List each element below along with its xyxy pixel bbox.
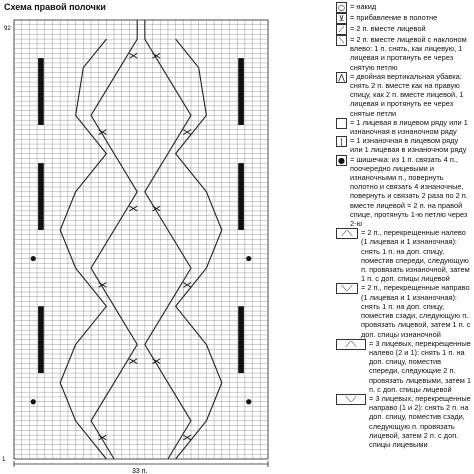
legend-item xyxy=(336,228,472,283)
legend-text: = двойная вертикальная убавка: снять 2 п. вместе как на правую спицу, как 2 п. вместе лицевой, 1 лицевая и протянуть ее через снятые петли xyxy=(350,71,464,118)
legend-text: = накид xyxy=(350,2,377,11)
stitch-count-label: 33 п. xyxy=(132,468,148,474)
purl-symbol: | xyxy=(336,136,347,147)
ssk-symbol: ⟍ xyxy=(336,35,347,46)
legend-text: = шишечка: из 1 п. связать 4 п., поочередно лицевыми и изнаночными п., повернуть полотно и связать 4 изнаночные, повернуть и связать 2 раза по 2 п. вместе лицевой = 2 п. на правой спице, протянуть 1-ю петлю через 2-ю xyxy=(350,154,468,229)
legend-text: = 2 п., перекрещенные направо (1 лицевая и 1 изнаночная): снять 1 п. на доп. спицу, поместив сзади, следующую п. провязать лицевой, затем 1 п. с доп. спицы изнаночной xyxy=(361,283,471,339)
purl-column xyxy=(38,163,44,230)
purl-column xyxy=(38,58,44,125)
chart-title: Схема правой полочки xyxy=(4,2,106,12)
purl-column xyxy=(238,163,244,230)
cable-left-2-1-symbol: ⟋⟍ xyxy=(336,339,366,350)
legend-item xyxy=(336,394,472,449)
legend-item xyxy=(336,72,472,118)
purl-column xyxy=(238,58,244,125)
legend-text: = 1 изнаночная в лицевом ряду или 1 лицевая в изнаночном ряду xyxy=(350,136,467,155)
cross-left-symbol: ⟋⟍ xyxy=(336,228,358,239)
bobble-mark xyxy=(31,256,36,261)
bobble-mark xyxy=(246,256,251,261)
purl-column xyxy=(238,306,244,373)
row-number-top: 92 xyxy=(4,26,11,32)
legend-text: = 3 лицевых, перекрещенные направо (1 и 2): снять 2 п. на доп. спицу, поместив сзади, следующую п. провязать лицевой, затем 2 п. с доп. спицы лицевыми xyxy=(369,393,471,449)
bobble-mark xyxy=(246,399,251,404)
purl-column xyxy=(38,306,44,373)
legend-item xyxy=(336,339,472,394)
legend-item xyxy=(336,155,472,229)
double-decrease-symbol: ⋀ xyxy=(336,72,347,83)
legend-text: = 2 п. вместе лицевой xyxy=(350,24,426,33)
legend-item xyxy=(336,136,472,154)
k2tog-symbol: ⟋ xyxy=(336,24,347,35)
legend-item xyxy=(336,2,472,13)
cable-right-1-2-symbol: ⟍⟋ xyxy=(336,394,366,405)
legend-text: = 3 лицевых, перекрещенные налево (2 и 1): снять 1 п. на доп. спицу, поместив спереди, следующие 2 п. провязать лицевыми, затем 1 п. с доп. спицы лицевой xyxy=(369,338,471,394)
legend-text: = прибавление в полотне xyxy=(350,13,438,22)
legend-item xyxy=(336,35,472,72)
legend-item xyxy=(336,24,472,35)
knit-symbol xyxy=(336,118,347,129)
bobble-symbol: ● xyxy=(336,155,347,166)
increase-symbol: ⊻ xyxy=(336,13,347,24)
chart-grid xyxy=(14,20,268,459)
legend-text: = 2 п. вместе лицевой с наклоном влево: 1 п. снять, как лицевую, 1 лицевая и протянуть ее через снятую петлю xyxy=(350,35,467,72)
yarn-over-symbol: ○ xyxy=(336,2,347,13)
legend-item xyxy=(336,13,472,24)
legend-text: = 2 п., перекрещенные налево (1 лицевая и 1 изнаночная): снять 1 п. на доп. спицу, поместив спереди, следующую п. провязать изнаночной, затем 1 п. с доп. спицы лицевой xyxy=(361,228,470,284)
legend-item xyxy=(336,118,472,136)
legend xyxy=(336,2,472,472)
row-number-bottom: 1 xyxy=(2,457,6,463)
legend-text: = 1 лицевая в лицевом ряду или 1 изнаночная в изнаночном ряду xyxy=(350,117,468,137)
bobble-mark xyxy=(31,399,36,404)
legend-item xyxy=(336,283,472,338)
cross-right-symbol: ⟍⟋ xyxy=(336,283,358,294)
